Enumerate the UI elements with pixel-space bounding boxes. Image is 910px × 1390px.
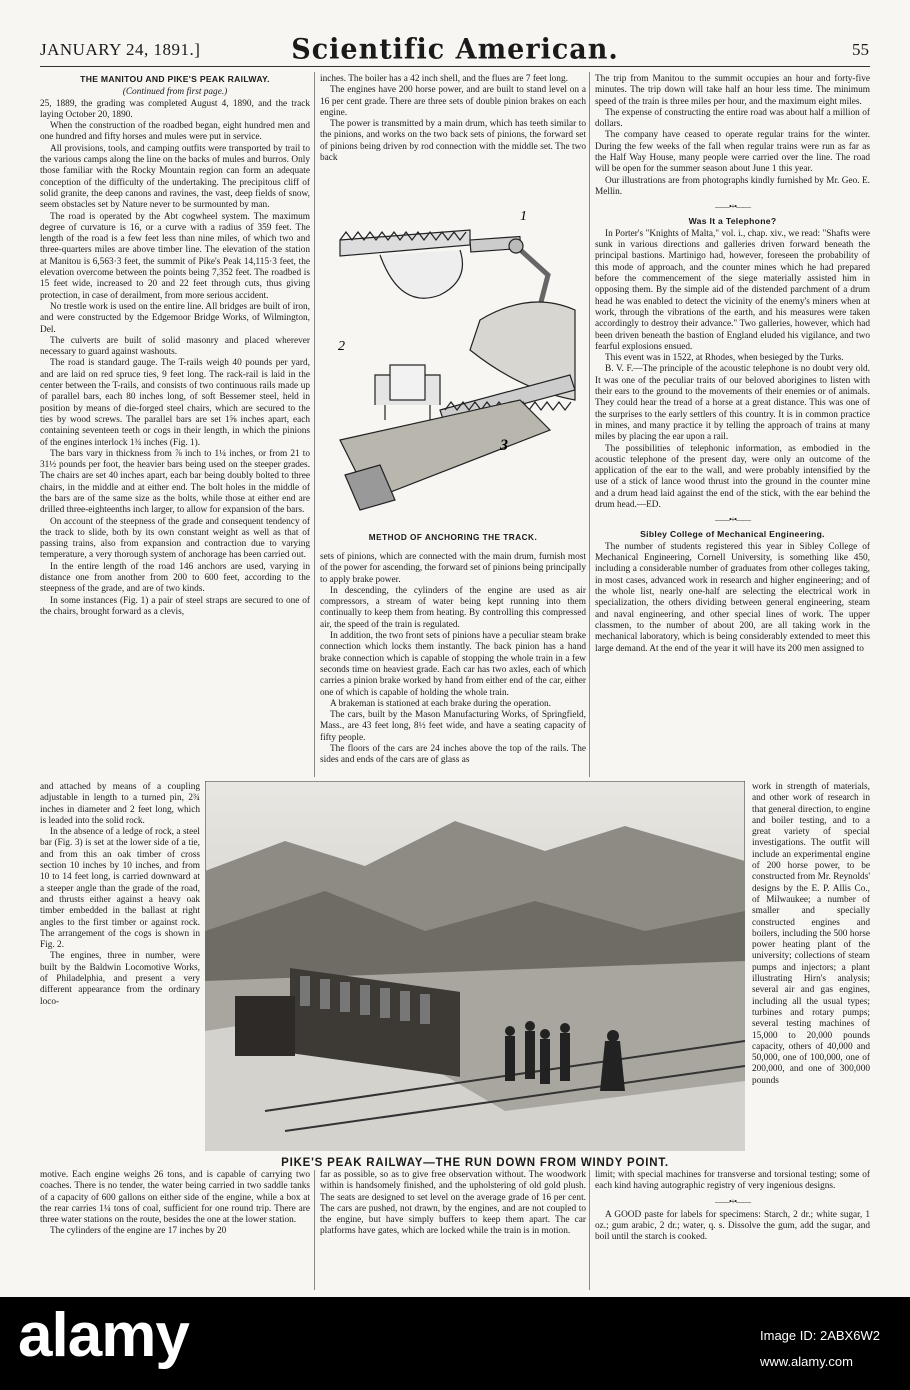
watermark-url: www.alamy.com — [760, 1354, 853, 1369]
alamy-logo: alamy — [18, 1301, 189, 1370]
paragraph: In descending, the cylinders of the engine are used as air compressors, a stream of water being kept running into them continually to keep them from heating. By controlling this compressed air, the speed of the train is regulated. — [320, 585, 586, 630]
pikes-peak-railway-engraving — [205, 781, 745, 1151]
image-id: Image ID: 2ABX6W2 — [760, 1328, 880, 1343]
paragraph: The road is operated by the Abt cogwheel system. The maximum degree of curvature is 16, or a curve with a radius of 359 feet. The length of the road is a few feet less than nine miles, of which two and three-quarters miles are above timber line. The elevation of the station at Manitou is 6,563·3 feet, the summit of Pike's Peak 14,115·3 feet, the elevation overcome between the points being 7,352 feet. The roadbed is 15 feet wide, increased to 20 and 22 feet through cuts, thus giving protection, in case of derailment, from more serious accident. — [40, 211, 310, 301]
sibley-title: Sibley College of Mechanical Engineering. — [640, 528, 825, 539]
paragraph: limit; with special machines for transverse and torsional testing; some of each kind having autographic registry of very ingenious designs. — [595, 1170, 870, 1192]
paragraph: sets of pinions, which are connected with the main drum, furnish most of the power for ascending, the forward set of pinions being principally to apply brake power. — [320, 552, 586, 585]
paragraph: In Porter's "Knights of Malta," vol. i., chap. xiv., we read: "Shafts were sunk in various directions and galleries driven forward beneath the principal bastions. Martinigo had, however, foreseen the probability of this mode of approach, and the counter mines which he had prepared before the commencement of the siege materially assisted him in opposing them. By the simple aid of the distended parchment of a drum head he was enabled to detect the vicinity of the enemy's miners when at work, through the vibrations of the earth, and his measures were taken accordingly to destroy their advance." Two galleries, however, which had been driven beneath the bastion of England eluded his vigilance, and two fearful explosions ensued. — [595, 228, 870, 352]
article-col3-bottom — [595, 1170, 870, 1244]
paragraph: and attached by means of a coupling adjustable in length to a turned pin, 2¾ inches in diameter and 2 feet long, which is leaded into the solid rock. — [40, 782, 200, 826]
paragraph: The company have ceased to operate regular trains for the winter. During the few weeks of the fall when regular trains were run as far as the Half Way House, many people were carried over the line. The road will be open for the summer season about June 1 this year. — [595, 130, 870, 175]
article-col3 — [595, 74, 870, 655]
paragraph: In the absence of a ledge of rock, a steel bar (Fig. 3) is set at the lower side of a tie, and from this an oak timber of cross section 10 inches by 10 inches, and from 10 to 14 feet long, is carried downward at a steeper angle than the grade of the road, and thrusts either against a heavy oak timber embedded in the ballast at right angles to the first timber or against rock. The arrangement of the cogs is shown in Fig. 2. — [40, 827, 200, 951]
paragraph: The number of students registered this year in Sibley College of Mechanical Engineering, Cornell University, is something like 450, including a considerable number of graduates from other colleges taking, in most cases, advanced work in research and higher engineering; and of the whole list, nearly one-half are selecting the electrical work in specialization, the others dividing between general engineering, steam and naval engineering, and other special lines of work. The upper classmen, to the number of about 200, are all taking work in the mechanical laboratory, which is being considerably extended to meet this large demand. At the end of the year it will have its 200 men assigned to — [595, 541, 870, 654]
article-title: THE MANITOU AND PIKE'S PEAK RAILWAY. — [80, 74, 270, 84]
paragraph: On account of the steepness of the grade and consequent tendency of the track to slide, both by its own constant weight as well as that of passing trains, also from expansion and contraction due to varying temperature, a very thorough system of anchorage has been carried out. — [40, 516, 310, 561]
figure-caption: METHOD OF ANCHORING THE TRACK. — [368, 533, 538, 542]
article-railway-col2 — [320, 74, 586, 164]
paragraph: The engines have 200 horse power, and are built to stand level on a 16 per cent grade. There are three sets of double pinion brakes on each engine. — [320, 85, 586, 118]
column-divider — [589, 1170, 590, 1290]
anchoring-track-figure — [320, 200, 586, 530]
masthead: Scientific American. — [291, 33, 619, 66]
article-railway-col2-mid — [320, 552, 586, 767]
paragraph: The bars vary in thickness from ⅞ inch to 1¼ inches, or from 21 to 31½ pounds per foot, the heavier bars being used on the steeper grades. The chairs are set 40 inches apart, each bar being doubly bolted to three chairs, in the middle and at either end. The bolt holes in the middle of the bars are of the same size as the bolts, while those at either end are drilled three-eighteenths inch larger, to allow for expansion of the bars. — [40, 448, 310, 516]
paragraph: The cars, built by the Mason Manufacturing Works, of Springfield, Mass., are 43 feet long, 8½ feet wide, and have a seating capacity of fifty people. — [320, 710, 586, 743]
separator-ornament: ——•+•—— — [714, 1196, 751, 1206]
paragraph: inches. The boiler has a 42 inch shell, and the flues are 7 feet long. — [320, 74, 568, 84]
paragraph: Our illustrations are from photographs kindly furnished by Mr. Geo. E. Mellin. — [595, 175, 870, 197]
paragraph: The culverts are built of solid masonry and placed wherever necessary to guard against washouts. — [40, 335, 310, 358]
paragraph: The expense of constructing the entire road was about half a million of dollars. — [595, 107, 870, 130]
column-divider — [314, 1170, 315, 1290]
paragraph: All provisions, tools, and camping outfits were transported by trail to the various camps along the line on the backs of mules and burros. Only those familiar with the Rocky Mountain region can form an adequate conception of the difficulty of the undertaking. The precipitous cliff of solid granite, the deep canons and ravines, the vast, deep fields of snow, seem obstacles set by Nature never to be surmounted by man. — [40, 143, 310, 211]
photo-caption: PIKE'S PEAK RAILWAY—THE RUN DOWN FROM WINDY POINT. — [281, 1157, 669, 1169]
paragraph: 25, 1889, the grading was completed August 4, 1890, and the track laying October 20, 1890. — [40, 98, 310, 120]
paragraph: A GOOD paste for labels for specimens: Starch, 2 dr.; white sugar, 1 oz.; gum arabic, 2 dr.; water, q. s. Dissolve the gum, add the sugar, and boil until the starch is cooked. — [595, 1209, 870, 1243]
paragraph: No trestle work is used on the entire line. All bridges are built of iron, and were constructed by the Edgemoor Bridge Works, of Wilmington, Del. — [40, 301, 310, 335]
paragraph: B. V. F.—The principle of the acoustic telephone is no doubt very old. It was one of the peculiar traits of our beloved aborigines to listen with their ears to the ground to the movements of their enemies or of animals. They could hear the tread of a horse at a great distance. This was one of the surprises to the early settlers of this country. It is in common practice in mines, and many practice it by telling the approach of trains at many miles by placing the ear upon a rail. — [595, 364, 870, 443]
figure-label-1: 1 — [520, 209, 527, 224]
article-subtitle: (Continued from first page.) — [122, 87, 228, 98]
paragraph: The trip from Manitou to the summit occupies an hour and forty-five minutes. The trip down will take half an hour less time. The minimum speed of the train is three miles per hour, and the maximum eight miles. — [595, 74, 870, 107]
paragraph: A brakeman is stationed at each brake during the operation. — [330, 698, 551, 709]
paragraph: The power is transmitted by a main drum, which has teeth similar to the pinions, and works on the two back sets of pinions, the forward set of pinions being driven by rod connection with the middle set. The two back — [320, 119, 586, 164]
paragraph: far as possible, so as to give free observation without. The woodwork within is handsomely finished, and the upholstering of old gold plush. The seats are designed to set level on the average grade of 16 per cent. The cars are pushed, not drawn, by the engines, and are not coupled to the engine, but have simply buffers to keep them apart. The car platforms have gates, which are locked while the train is in motion. — [320, 1170, 586, 1237]
issue-date: JANUARY 24, 1891.] — [40, 40, 201, 59]
column-divider — [314, 72, 315, 777]
column-divider — [589, 72, 590, 777]
header-rule — [40, 66, 870, 67]
paragraph: When the construction of the roadbed began, eight hundred men and one hundred and fifty horses and mules were put in service. — [40, 121, 310, 143]
paragraph: This event was in 1522, at Rhodes, when besieged by the Turks. — [605, 353, 844, 364]
figure-label-2: 2 — [338, 339, 345, 354]
figure-label-3: 3 — [500, 437, 508, 454]
paragraph: In the entire length of the road 146 anchors are used, varying in distance one from another from 200 to 600 feet, according to the steepness of the grade, and are of two kinds. — [40, 561, 310, 595]
paragraph: The engines, three in number, were built by the Baldwin Locomotive Works, of Philadelphia, and present a very different appearance from the ordinary loco- — [40, 951, 200, 1007]
paragraph: In addition, the two front sets of pinions have a peculiar steam brake connection which locks them instantly. The back pinion has a hand brake connection which is capable of stopping the whole train in a few seconds time on heaviest grade. Each car has two axles, each of which carries a pinion brake worked by hand from either end of the car, either one of which is capable of holding the whole train. — [320, 631, 586, 698]
article-railway-col2-bottom — [320, 1170, 586, 1238]
paragraph: work in strength of materials, and other work of research in that general direction, to engine and boiler testing, and to a great variety of special investigations. The outfit will include an experimental engine of 200 horse power, to be constructed from Mr. Reynolds' designs by the E. P. Allis Co., of Milwaukee; a number of smaller and specially constructed engines and boilers, including the 500 horse power heating plant of the university; collections of steam pumps and injectors; a plant illustrating Hirn's analysis; several air and gas engines, including all the usual types; turbines and rotary pumps; several testing machines of 15,000 to 20,000 pounds capacity, others of 40,000 and 50,000, one of 100,000, one of 200,000, and one of 300,000 pounds — [752, 782, 870, 1086]
paragraph: In some instances (Fig. 1) a pair of steel straps are secured to one of the chairs, brought forward as a clevis, — [40, 595, 310, 617]
separator-ornament: ——•+•—— — [714, 202, 751, 212]
sibley-narrow — [752, 782, 870, 1087]
article-railway-col1 — [40, 74, 310, 618]
paragraph: The possibilities of telephonic information, as embodied in the acoustic telephone of the present day, were only an outcome of the application of the ear to the wall, and were probably intensified by the use of a stick of lance wood thrust into the ground in the counter mine and a drum head laid against the end of the stick, with the ear behind the drum head.—ED. — [595, 443, 870, 510]
article-railway-col1-narrow — [40, 782, 200, 1008]
paragraph: The floors of the cars are 24 inches above the top of the rails. The sides and ends of the cars are of glass as — [320, 744, 586, 766]
telephone-title: Was It a Telephone? — [688, 215, 777, 226]
paragraph: The road is standard gauge. The T-rails weigh 40 pounds per yard, and are laid on red spruce ties, 9 feet long. The rack-rail is laid in the center between the T-rails, and consists of two continuous rails made up of parallel bars, each 80 inches long, of soft Bessemer steel, held in position by means of die-forged steel chairs, which are secured to the ties by wood screws. The parallel bars are set 1⅝ inches apart, each containing seventeen teeth or cogs in their length, in which the pinions of the engines interlock 1¾ inches (Fig. 1). — [40, 358, 310, 448]
page-number: 55 — [852, 40, 869, 59]
paragraph: motive. Each engine weighs 26 tons, and is capable of carrying two coaches. There is no tender, the water being carried in two saddle tanks of a capacity of 600 gallons on either side of the engine, while a box at the rear carries 1¼ tons of coal, sufficient for one round trip. There are three water stations on the route, besides the one at the lower station. — [40, 1170, 310, 1226]
separator-ornament: ——•+•—— — [714, 515, 751, 525]
paragraph: The cylinders of the engine are 17 inches by 20 — [50, 1226, 227, 1237]
article-railway-col1-bottom — [40, 1170, 310, 1238]
